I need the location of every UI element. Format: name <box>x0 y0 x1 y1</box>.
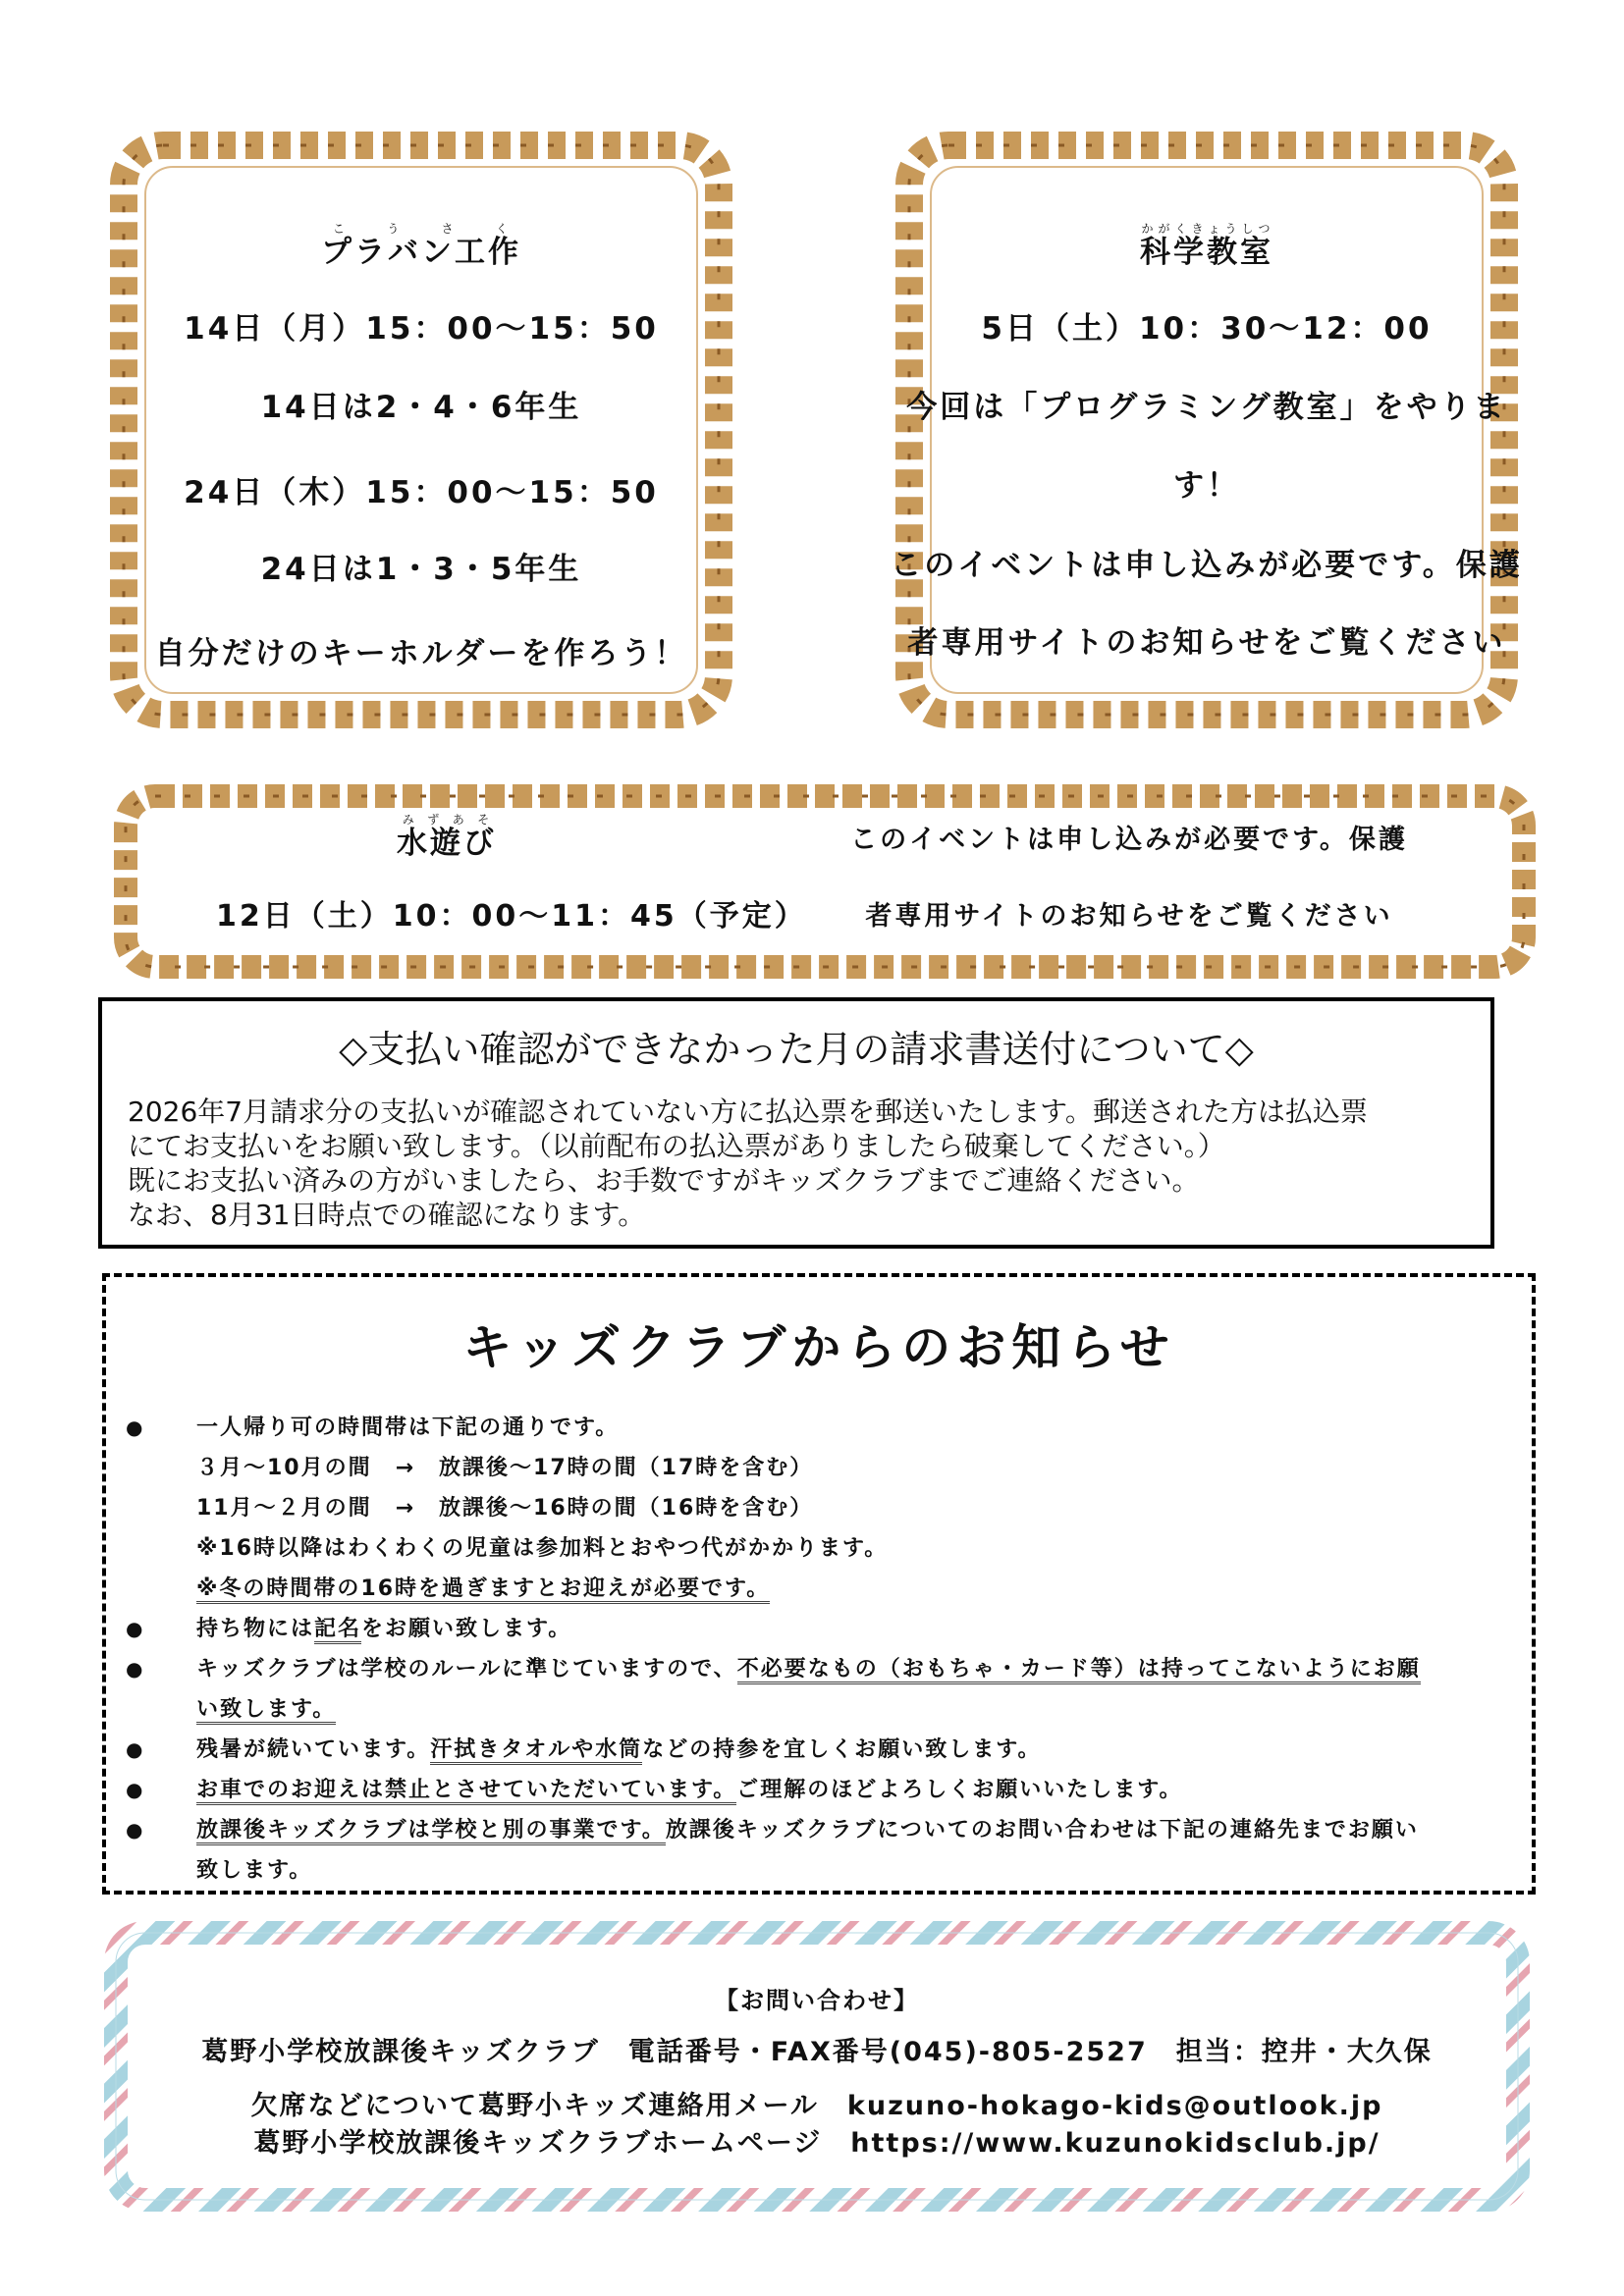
notice-line: なお、8月31日時点での確認になります。 <box>128 1199 646 1231</box>
underlined-text: 不必要なもの（おもちゃ・カード等）は持ってこないようにお願 <box>737 1657 1421 1684</box>
bullet-icon: ● <box>126 1657 145 1681</box>
card-title: 水遊びみずあそ <box>397 813 497 861</box>
event-card-mizuasobi <box>108 778 1542 985</box>
event-card-purabanko <box>102 124 740 736</box>
sub-line: 致します。 <box>196 1858 313 1883</box>
underlined-text: 放課後キッズクラブは学校と別の事業です。 <box>196 1818 666 1845</box>
title-text: プラバン工作こうさく <box>321 222 521 270</box>
underlined-text: ※冬の時間帯の16時を過ぎますとお迎えが必要です。 <box>196 1576 770 1604</box>
notice-body <box>128 1095 1368 1232</box>
contact-line: 欠席などについて葛野小キッズ連絡用メール kuzuno-hokago-kids@outlook.jp <box>250 2091 1383 2121</box>
notice-line: 既にお支払い済みの方がいましたら、お手数ですがキッズクラブまでご連絡ください。 <box>128 1164 1200 1197</box>
bullet-icon: ● <box>126 1737 145 1761</box>
description-line: このイベントは申し込みが必要です。保護 <box>891 548 1523 583</box>
sub-line <box>126 1689 1421 1730</box>
sub-line: 11月～２月の間 → 放課後～16時の間（16時を含む） <box>196 1496 814 1521</box>
list-item <box>126 1649 1421 1689</box>
news-box <box>102 1273 1536 1895</box>
list-item <box>126 1730 1421 1770</box>
notice-line: にてお支払いをお願い致します。（以前配布の払込票がありましたら破棄してください。） <box>128 1130 1225 1162</box>
list-item <box>126 1609 1421 1649</box>
contact-box <box>102 1919 1532 2214</box>
schedule-line: 24日（木）15：00～15：50 <box>184 475 659 510</box>
bullet-icon: ● <box>126 1778 145 1801</box>
card-title: 科学教室かがくきょうしつ <box>1140 222 1273 270</box>
sub-line <box>126 1569 1421 1609</box>
schedule-line: 12日（土）10：00～11：45（予定） <box>216 899 807 934</box>
sub-line: ※16時以降はわくわくの児童は参加料とおやつ代がかかります。 <box>196 1536 889 1561</box>
underlined-text: お車でのお迎えは禁止とさせていただいています。 <box>196 1778 736 1805</box>
schedule-line: 14日（月）15：00～15：50 <box>184 311 659 347</box>
contact-heading: 【お問い合わせ】 <box>715 1987 919 2014</box>
sub-line: ３月～10月の間 → 放課後～17時の間（17時を含む） <box>196 1456 814 1480</box>
note-line: 者専用サイトのお知らせをご覧ください <box>865 901 1393 932</box>
item-text: キッズクラブは学校のルールに準じていますので、 <box>196 1657 737 1682</box>
bullet-icon: ● <box>126 1818 145 1842</box>
list-item <box>126 1408 1421 1448</box>
notice-title: ◇支払い確認ができなかった月の請求書送付について◇ <box>339 1028 1254 1071</box>
grade-line: 14日は2・4・6年生 <box>260 390 582 425</box>
item-text: 放課後キッズクラブについてのお問い合わせは下記の連絡先までお願い <box>665 1818 1419 1842</box>
news-title: キッズクラブからのお知らせ <box>462 1319 1175 1376</box>
item-text: などの持参を宜しくお願い致します。 <box>642 1737 1042 1762</box>
notice-line: 2026年7月請求分の支払いが確認されていない方に払込票を郵送いたします。郵送された方は払込票 <box>128 1095 1368 1128</box>
description-line: 自分だけのキーホルダーを作ろう！ <box>154 636 688 671</box>
underlined-text: 記名 <box>314 1617 361 1644</box>
contact-line: 葛野小学校放課後キッズクラブホームページ https://www.kuzunokidsclub.jp/ <box>253 2128 1380 2159</box>
item-text: をお願い致します。 <box>361 1617 572 1641</box>
note-line: このイベントは申し込みが必要です。保護 <box>850 825 1408 855</box>
list-item <box>126 1810 1421 1850</box>
card-title <box>102 222 740 271</box>
grade-line: 24日は1・3・5年生 <box>260 552 582 587</box>
item-text: ご理解のほどよろしくお願いいたします。 <box>736 1778 1183 1802</box>
description-line: す！ <box>1173 468 1240 504</box>
news-list <box>126 1408 1421 1891</box>
item-text: 一人帰り可の時間帯は下記の通りです。 <box>196 1415 620 1440</box>
underlined-text: 汗拭きタオルや水筒 <box>430 1737 642 1765</box>
bullet-icon: ● <box>126 1415 145 1439</box>
description-line: 者専用サイトのお知らせをご覧ください <box>907 625 1506 661</box>
underlined-text: い致します。 <box>196 1697 336 1725</box>
payment-notice-box <box>98 997 1494 1249</box>
description-line: 今回は「プログラミング教室」をやりま <box>906 390 1507 425</box>
item-text: 残暑が続いています。 <box>196 1737 431 1762</box>
schedule-line: 5日（土）10：30～12：00 <box>981 311 1433 347</box>
event-card-kagaku <box>888 124 1526 736</box>
item-text: 持ち物には <box>196 1617 315 1641</box>
list-item <box>126 1770 1421 1810</box>
contact-line: 葛野小学校放課後キッズクラブ 電話番号・FAX番号(045)-805-2527 担当：控井・大久保 <box>201 2037 1433 2067</box>
bullet-icon: ● <box>126 1617 145 1640</box>
